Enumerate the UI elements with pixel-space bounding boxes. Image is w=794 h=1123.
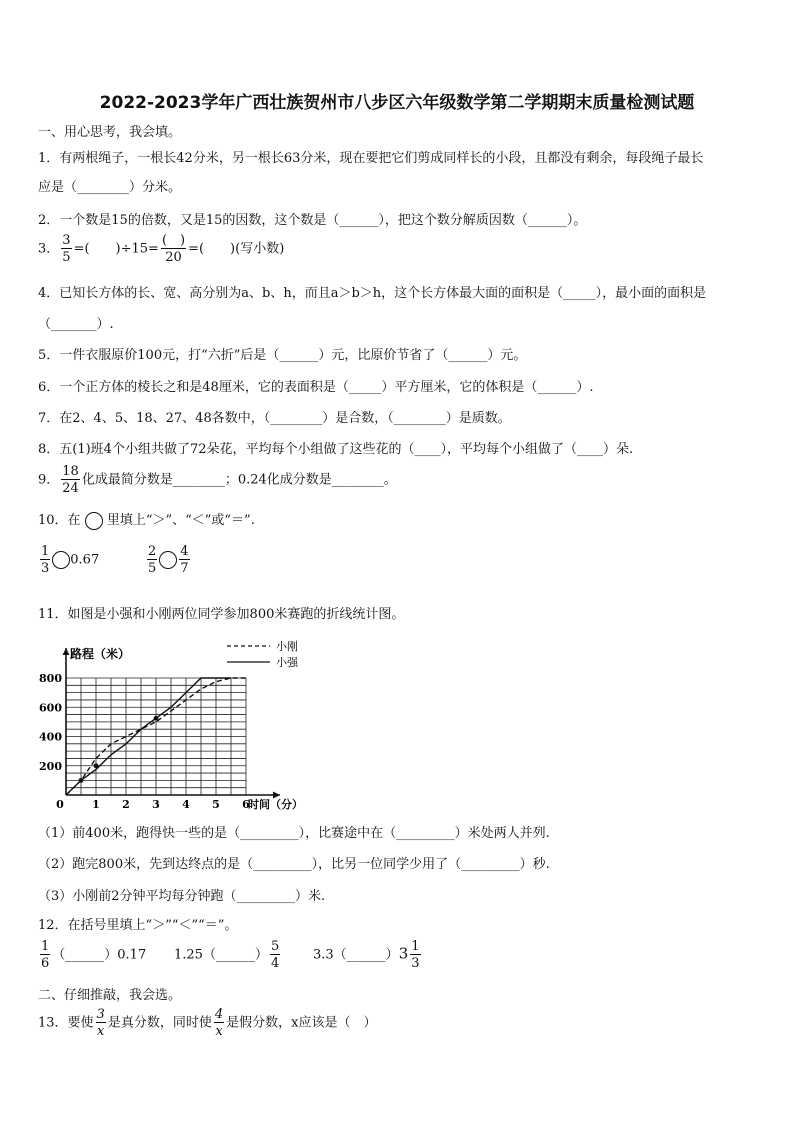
y-axis-arrow-icon xyxy=(63,648,70,655)
question-3-label: 3． xyxy=(38,241,60,257)
fraction xyxy=(179,545,189,575)
fraction-numerator: 4 xyxy=(180,544,189,559)
question-4-line-2: （_______）. xyxy=(38,317,114,332)
question-5: 5．一件衣服原价100元，打“六折”后是（______）元，比原价节省了（______）元。 xyxy=(38,348,527,363)
question-11-part-3: （3）小刚前2分钟平均每分钟跑（_________）米. xyxy=(38,889,326,904)
fraction-numerator: 1 xyxy=(411,939,420,954)
y-tick-label: 800 xyxy=(39,672,62,685)
race-line-chart xyxy=(30,632,350,814)
section-fill-in-heading: 一、用心思考，我会填。 xyxy=(38,125,182,140)
fraction-denominator: 6 xyxy=(41,956,50,971)
fraction-denominator: 5 xyxy=(148,561,157,576)
question-12-item-c xyxy=(313,940,423,970)
data-point-marker xyxy=(154,716,159,721)
compare-circle[interactable] xyxy=(52,551,70,569)
x-tick-label: 2 xyxy=(122,798,130,811)
fraction-numerator: 2 xyxy=(148,544,157,559)
fraction-denominator: 7 xyxy=(180,561,189,576)
question-13-tail: 是假分数，x应该是（ ） xyxy=(226,1015,377,1031)
fraction-denominator: 20 xyxy=(165,250,182,265)
fraction-denominator: 24 xyxy=(62,481,79,496)
question-3-fraction-1 xyxy=(61,234,71,264)
fraction xyxy=(40,545,50,575)
question-10-instruction: 里填上“＞”、“＜”或“＝”. xyxy=(106,513,255,528)
fraction-numerator: 1 xyxy=(41,544,50,559)
fraction xyxy=(410,940,420,970)
legend-label: 小刚 xyxy=(276,640,298,653)
question-8: 8．五(1)班4个小组共做了72朵花，平均每个小组做了这些花的（____），平均每个小组做了（____）朵. xyxy=(38,442,634,457)
question-3-tail: =( )(写小数) xyxy=(188,241,285,257)
page-title: 2022-2023学年广西壮族贺州市八步区六年级数学第二学期期末质量检测试题 xyxy=(99,93,695,113)
question-2: 2．一个数是15的倍数，又是15的因数，这个数是（______），把这个数分解质因数（______）。 xyxy=(38,213,587,228)
fraction-numerator: 3 xyxy=(62,233,71,248)
data-point-marker xyxy=(94,763,99,768)
question-1-line-2: 应是（________）分米。 xyxy=(38,180,182,195)
fraction-denominator: 3 xyxy=(411,956,420,971)
question-10-item-b xyxy=(145,545,192,575)
question-4-line-1: 4．已知长方体的长、宽、高分别为a、b、h，而且a＞b＞h，这个长方体最大面的面积是（_____），最小面的面积是 xyxy=(38,286,707,301)
question-1-line-1: 1．有两根绳子，一根长42分米，另一根长63分米，现在要把它们剪成同样长的小段，且都没有剩余，每段绳子最长 xyxy=(38,151,704,166)
x-tick-label: 6 xyxy=(242,798,250,811)
x-axis-label: 时间（分） xyxy=(248,798,303,811)
answer-blank[interactable]: 1.25（______） xyxy=(174,947,268,963)
question-11-part-2: （2）跑完800米，先到达终点的是（_________），比另一位同学少用了（_________）秒. xyxy=(38,857,550,872)
fraction xyxy=(270,940,280,970)
question-11: 11．如图是小强和小刚两位同学参加800米赛跑的折线统计图。 xyxy=(38,607,405,622)
compare-circle-icon xyxy=(85,512,103,530)
fraction xyxy=(96,1008,106,1038)
y-tick-label: 400 xyxy=(39,730,62,744)
compare-value: 0.67 xyxy=(70,552,100,568)
question-13-middle: 是真分数，同时使 xyxy=(107,1015,212,1031)
question-10-label: 10．在 xyxy=(38,513,81,528)
question-3-fraction-2 xyxy=(161,234,186,264)
fraction-numerator: 4 xyxy=(214,1007,224,1022)
mixed-number-whole: 3 xyxy=(398,944,409,963)
question-7: 7．在2、4、5、18、27、48各数中，（________）是合数，（________）是质数。 xyxy=(38,411,511,426)
y-axis-label: 路程（米） xyxy=(70,647,131,661)
question-12-item-a xyxy=(38,940,146,970)
fraction xyxy=(147,545,157,575)
fraction-denominator: 5 xyxy=(62,250,71,265)
answer-blank[interactable]: （______）0.17 xyxy=(52,947,147,963)
question-11-part-1: （1）前400米，跑得快一些的是（_________），比赛途中在（_________）米处两人并列. xyxy=(38,826,550,841)
question-13-label: 13．要使 xyxy=(38,1015,94,1031)
fraction-numerator: 3 xyxy=(96,1007,105,1022)
question-9-fraction xyxy=(61,465,80,495)
fraction-numerator: 5 xyxy=(270,939,280,954)
question-9-tail: 化成最简分数是________；0.24化成分数是________。 xyxy=(81,472,397,488)
y-tick-label: 600 xyxy=(39,701,62,715)
section-choice-heading: 二、仔细推敲，我会选。 xyxy=(38,988,182,1003)
fraction-denominator: 3 xyxy=(41,561,50,576)
question-6: 6．一个正方体的棱长之和是48厘米，它的表面积是（_____）平方厘米，它的体积是（______）. xyxy=(38,380,594,395)
fraction-numerator: 1 xyxy=(41,939,50,954)
fraction-numerator: 18 xyxy=(62,464,79,479)
x-tick-label: 5 xyxy=(212,798,220,811)
fraction xyxy=(40,940,50,970)
x-tick-label: 1 xyxy=(92,798,100,811)
question-10-prompt xyxy=(38,509,255,530)
fraction-denominator: x xyxy=(215,1024,223,1039)
answer-blank[interactable]: 3.3（______） xyxy=(313,947,399,963)
question-3 xyxy=(38,234,284,264)
fraction-denominator: x xyxy=(97,1024,105,1039)
fraction xyxy=(214,1008,224,1038)
x-tick-label: 0 xyxy=(56,798,64,811)
question-13 xyxy=(38,1008,376,1038)
x-tick-label: 3 xyxy=(152,798,160,811)
question-9 xyxy=(38,465,397,495)
fraction-denominator: 4 xyxy=(270,956,280,971)
question-12-prompt: 12．在括号里填上“＞”“＜”“＝”。 xyxy=(38,918,238,933)
data-point-marker xyxy=(79,778,84,783)
compare-circle[interactable] xyxy=(159,551,177,569)
question-12-item-b xyxy=(174,940,282,970)
y-tick-label: 200 xyxy=(39,759,62,773)
legend-label: 小强 xyxy=(276,656,298,669)
question-3-middle: =( )÷15= xyxy=(73,241,159,257)
question-10-item-a xyxy=(38,545,99,575)
question-9-label: 9． xyxy=(38,472,60,488)
x-tick-label: 4 xyxy=(182,798,190,811)
fraction-numerator: ( ) xyxy=(161,233,186,248)
